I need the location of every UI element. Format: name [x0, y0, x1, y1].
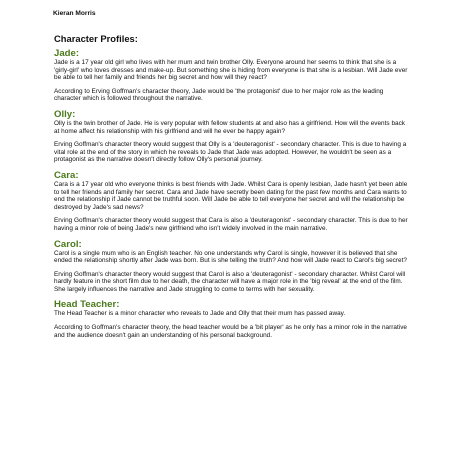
author-name: Kieran Morris — [53, 10, 96, 17]
character-theory: Erving Goffman's character theory would suggest that Carol is also a 'deuteragonist' - secondary character. Whilst Carol will hardly feature in the short film due to her death, the character will have a major role in the 'big reveal' at the end of the film. She largely influences the narrative and Jade struggling to come to terms with her sexuality. — [54, 270, 406, 293]
character-theory: According to Erving Goffman's character theory, Jade would be 'the protagonist' due to her major role as the leading character which is followed throughout the narrative. — [54, 87, 384, 103]
character-heading-head-teacher: Head Teacher: — [54, 299, 120, 311]
character-description: The Head Teacher is a minor character who reveals to Jade and Olly that their mum has passed away. — [54, 310, 346, 318]
document-title: Character Profiles: — [54, 33, 138, 44]
character-theory: Erving Goffman's character theory would suggest that Cara is also a 'deuteragonist' - secondary character. This is due to her having a minor role of being Jade's new girlfriend who isn't widely involved in the main narrative. — [54, 217, 408, 232]
character-heading-cara: Cara: — [54, 169, 79, 181]
character-description: Jade is a 17 year old girl who lives with her mum and twin brother Olly. Everyone around her seems to think that she is a 'girly-girl' who loves dresses and make-up. But something she is hiding from everyone is that she is a lesbian. Will Jade ever be able to tell her family and friends her big secret and how will they react? — [54, 59, 408, 82]
character-description: Cara is a 17 year old who everyone thinks is best friends with Jade. Whilst Cara is openly lesbian, Jade hasn't yet been able to tell her friends and family her secret. Cara and Jade have secretly been dating for the past few months and Cara wants to end the relationship if Jade cannot be truthful soon. Will Jade be able to tell everyone her secret and will the relationship be destroyed by Jade's sad news? — [54, 180, 408, 211]
character-description: Carol is a single mum who is an English teacher. No one understands why Carol is single, however it is believed that she ended the relationship shortly after Jade was born. But is she telling the truth? And how will Jade react to Carol's big secret? — [54, 249, 407, 265]
section-head-teacher — [54, 299, 409, 339]
character-heading-jade: Jade: — [54, 48, 80, 59]
character-theory: Erving Goffman's character theory would suggest that Olly is a 'deuteragonist' - secondary character. This is due to having a vital role at the end of the story in which he reveals to Jade that Jade was adopted. However, he wouldn't be seen as a protagonist as the narrative doesn't directly follow Olly's personal journey. — [54, 141, 407, 164]
section-carol — [54, 239, 409, 294]
section-olly — [54, 109, 409, 164]
character-theory: According to Goffman's character theory, the head teacher would be a 'bit player' as he only has a minor role in the narrative and the audience doesn't gain an understanding of his personal background. — [54, 324, 408, 339]
section-cara — [54, 170, 409, 233]
character-description: Olly is the twin brother of Jade. He is very popular with fellow students at and also has a girlfriend. How will the events back at home affect his relationship with his girlfriend and will he ever be happy again? — [54, 119, 406, 135]
character-heading-olly: Olly: — [54, 108, 76, 120]
character-heading-carol: Carol: — [54, 238, 82, 250]
section-jade — [54, 48, 409, 103]
